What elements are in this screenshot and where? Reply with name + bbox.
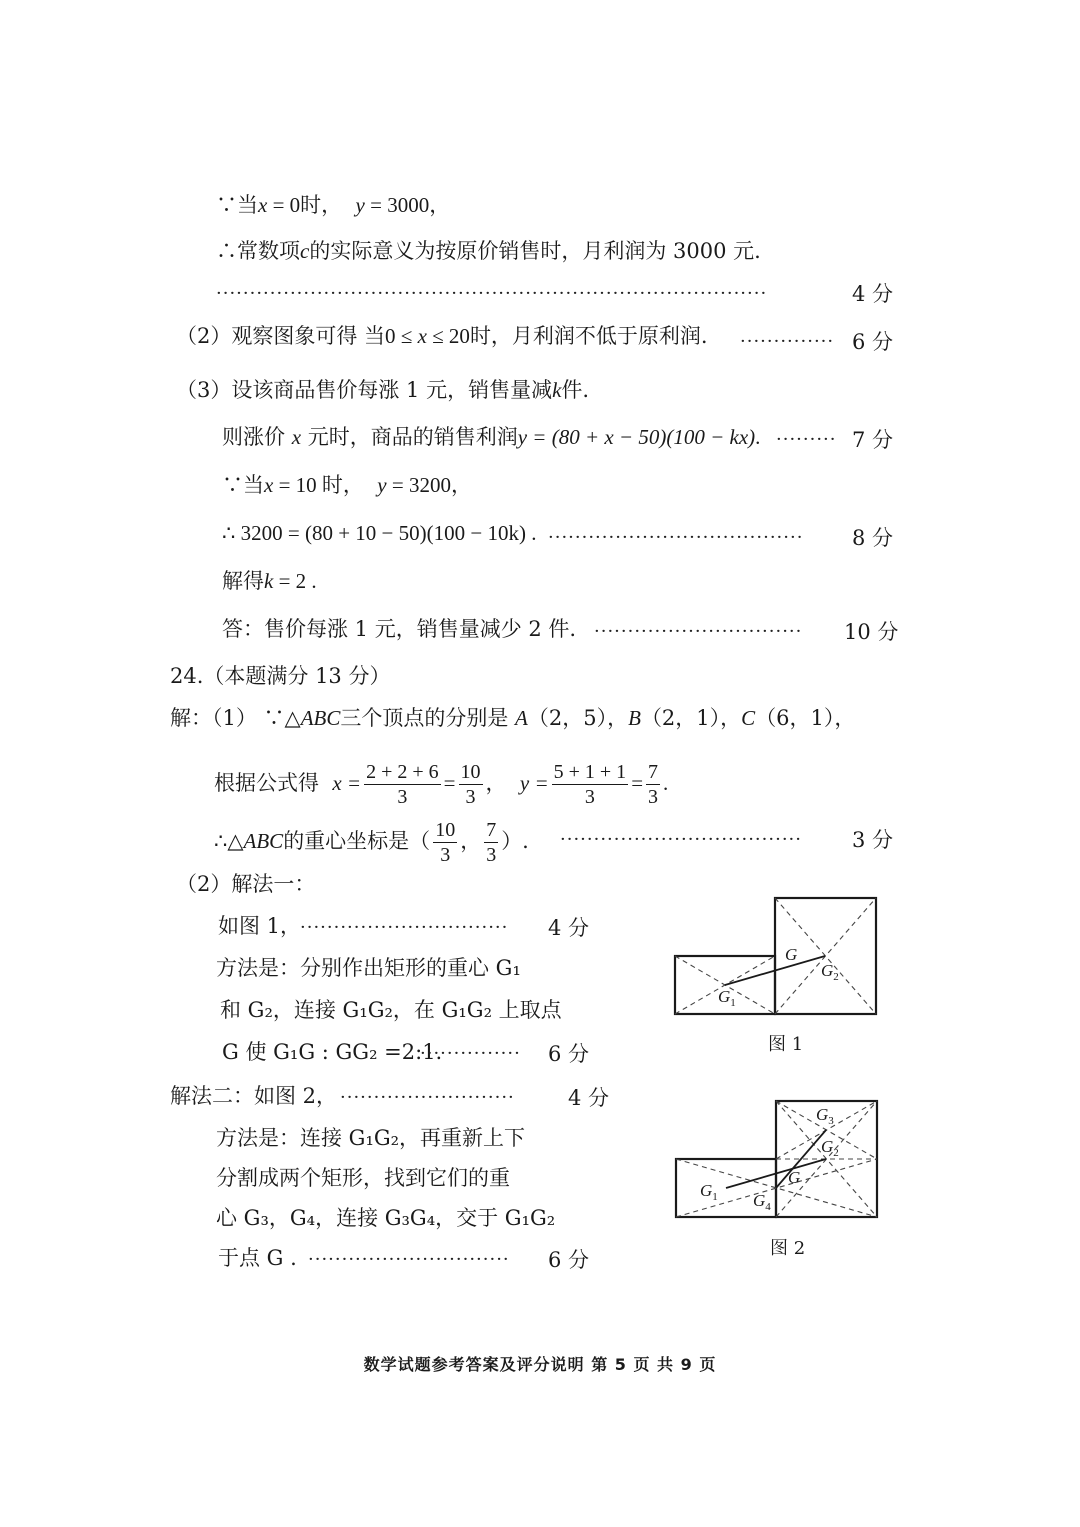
segment-g3-g4 bbox=[776, 1130, 826, 1188]
fraction: $\frac{7}{3}$ bbox=[648, 761, 659, 808]
score-4: 4 分 bbox=[548, 916, 590, 940]
line-profit-formula: 则涨价 x 元时，商品的销售利润y = (80 + x − 50)(100 − kx). bbox=[222, 425, 761, 449]
method1-title: （2）解法一： bbox=[176, 872, 316, 896]
score-4: 4 分 bbox=[852, 282, 894, 306]
dot-leader: ·············· bbox=[740, 331, 835, 352]
score-3: 3 分 bbox=[852, 828, 894, 852]
label-g1: $G_1$ bbox=[718, 987, 736, 1009]
method1-line3: 和 G₂，连接 G₁G₂，在 G₁G₂ 上取点 bbox=[220, 998, 562, 1022]
figure-1-caption: 图 1 bbox=[768, 1034, 804, 1055]
score-7: 7 分 bbox=[852, 428, 894, 452]
dot-leader: ······························ bbox=[308, 1249, 510, 1270]
score-8: 8 分 bbox=[852, 526, 894, 550]
line-centroid-result: ∴△ABC的重心坐标是（ $\frac{10}{3}$ ， $\frac{7}{3}$ ）. bbox=[214, 819, 529, 866]
method1-line2: 方法是：分别作出矩形的重心 G₁ bbox=[216, 956, 521, 980]
method1-line1: 如图 1， bbox=[218, 914, 302, 938]
label-g: G bbox=[788, 1168, 801, 1187]
fraction: $\frac{10}{3}$ bbox=[460, 761, 481, 808]
method2-line3: 分割成两个矩形，找到它们的重 bbox=[216, 1166, 510, 1190]
line-centroid-formula: 根据公式得 x = $\frac{2 + 2 + 6}{3}$ = $\frac{10}{3}$ ， y = $\frac{5 + 1 + 1}{3}$ = $\frac{7}{3}$ . bbox=[214, 761, 669, 808]
label-g2: $G_2$ bbox=[821, 961, 839, 983]
page-footer: 数学试题参考答案及评分说明 第 5 页 共 9 页 bbox=[363, 1355, 717, 1374]
line-solve-k: 解得k = 2 . bbox=[222, 569, 317, 593]
dot-leader: ·························· bbox=[340, 1087, 515, 1108]
score-6: 6 分 bbox=[548, 1042, 590, 1066]
dot-leader: ········· bbox=[776, 429, 837, 450]
score-6: 6 分 bbox=[548, 1248, 590, 1272]
line-answer: 答：售价每涨 1 元，销售量减少 2 件. bbox=[222, 617, 577, 641]
figure-2-caption: 图 2 bbox=[770, 1238, 806, 1259]
label-g: G bbox=[785, 945, 798, 964]
method2-line2: 方法是：连接 G₁G₂，再重新上下 bbox=[216, 1126, 526, 1150]
dot-leader: ······························· bbox=[594, 621, 803, 642]
method2-line5: 于点 G . bbox=[218, 1246, 297, 1270]
line-equation-k: ∴ 3200 = (80 + 10 − 50)(100 − 10k) . bbox=[222, 521, 537, 545]
fraction: $\frac{5 + 1 + 1}{3}$ bbox=[553, 761, 627, 808]
dot-leader: ······································ bbox=[548, 527, 804, 548]
line-constant-meaning: ∴常数项c的实际意义为按原价销售时，月利润为 3000 元. bbox=[216, 239, 761, 263]
line-vertices: 解：（1） ∵△ABC三个顶点的分别是 A（2，5），B（2，1），C（6，1）， bbox=[170, 706, 856, 730]
label-g4: $G_4$ bbox=[753, 1191, 771, 1213]
line-part2: （2）观察图象可得 当0 ≤ x ≤ 20时，月利润不低于原利润. bbox=[176, 324, 708, 348]
method2-line1: 解法二：如图 2， bbox=[170, 1084, 338, 1108]
score-10: 10 分 bbox=[844, 620, 899, 644]
dot-leader: ······························· bbox=[300, 917, 509, 938]
line-because-x0: ∵当x = 0时， y = 3000， bbox=[216, 193, 451, 217]
score-6: 6 分 bbox=[852, 330, 894, 354]
dot-leader: ··············· bbox=[420, 1043, 521, 1064]
fraction: $\frac{7}{3}$ bbox=[486, 819, 497, 866]
score-4: 4 分 bbox=[568, 1086, 610, 1110]
figure-1 bbox=[670, 894, 890, 1024]
line-part3-setup: （3）设该商品售价每涨 1 元，销售量减k件. bbox=[176, 378, 590, 402]
line-because-x10: ∵当x = 10 时， y = 3200， bbox=[222, 473, 472, 497]
label-g3: $G_3$ bbox=[816, 1105, 834, 1127]
label-g1: $G_1$ bbox=[700, 1181, 718, 1203]
dot-leader: ·················································································· bbox=[216, 283, 768, 304]
method1-line4: G 使 G₁G : GG₂ =2:1. bbox=[222, 1040, 443, 1064]
figure-2 bbox=[670, 1096, 890, 1226]
fraction: $\frac{10}{3}$ bbox=[435, 819, 456, 866]
method2-line4: 心 G₃，G₄，连接 G₃G₄，交于 G₁G₂ bbox=[216, 1206, 556, 1230]
fraction: $\frac{2 + 2 + 6}{3}$ bbox=[366, 761, 439, 808]
dot-leader: ···································· bbox=[560, 829, 802, 850]
label-g2: $G_2$ bbox=[821, 1137, 839, 1159]
question-24-title: 24.（本题满分 13 分） bbox=[170, 664, 391, 688]
